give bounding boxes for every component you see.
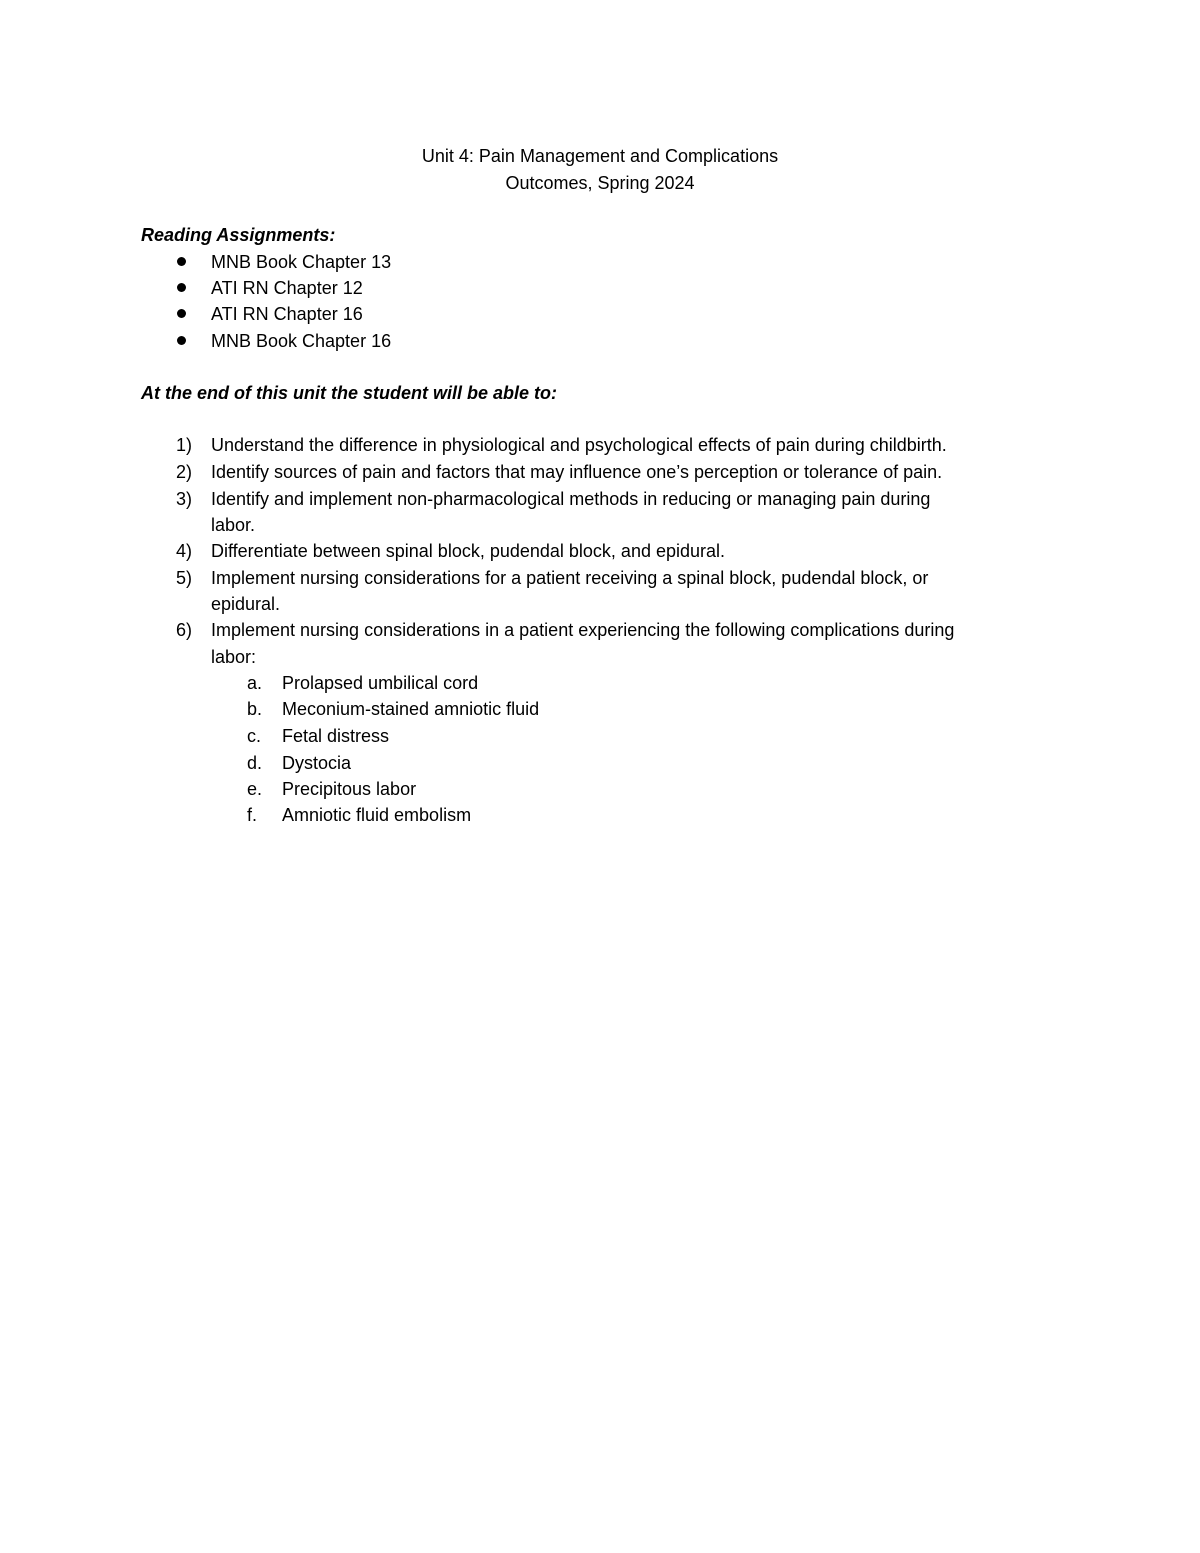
bullet-icon: [177, 283, 186, 292]
outcome-item: Identify and implement non-pharmacological methods in reducing or managing pain during: [211, 489, 931, 509]
sublist-item: Prolapsed umbilical cord: [282, 673, 479, 693]
list-marker: 3): [176, 489, 193, 509]
sublist-marker: d.: [247, 753, 263, 773]
document-subtitle: Outcomes, Spring 2024: [505, 173, 695, 193]
reading-item: ATI RN Chapter 12: [211, 278, 363, 298]
sublist-item: Meconium-stained amniotic fluid: [282, 699, 540, 719]
sublist-marker: f.: [247, 805, 258, 825]
sublist-item: Fetal distress: [282, 726, 390, 746]
bullet-icon: [177, 336, 186, 345]
outcome-item-continuation: labor.: [211, 515, 256, 535]
sublist-item: Precipitous labor: [282, 779, 417, 799]
sublist-marker: a.: [247, 673, 263, 693]
sublist-item: Dystocia: [282, 753, 352, 773]
outcome-item: Understand the difference in physiological and psychological effects of pain during childbirth.: [211, 435, 947, 455]
outcome-item: Implement nursing considerations in a patient experiencing the following complications during: [211, 620, 955, 640]
list-marker: 5): [176, 568, 193, 588]
sublist-marker: c.: [247, 726, 262, 746]
sublist-marker: e.: [247, 779, 263, 799]
outcome-item-continuation: epidural.: [211, 594, 281, 614]
sublist-item: Amniotic fluid embolism: [282, 805, 472, 825]
document-title: Unit 4: Pain Management and Complications: [421, 146, 779, 166]
list-marker: 4): [176, 541, 193, 561]
outcome-item-continuation: labor:: [211, 647, 257, 667]
outcome-item: Differentiate between spinal block, pudendal block, and epidural.: [211, 541, 726, 561]
sublist-marker: b.: [247, 699, 263, 719]
reading-item: MNB Book Chapter 13: [211, 252, 392, 272]
reading-heading: Reading Assignments:: [141, 225, 336, 245]
list-marker: 1): [176, 435, 193, 455]
reading-item: MNB Book Chapter 16: [211, 331, 392, 351]
list-marker: 6): [176, 620, 193, 640]
list-marker: 2): [176, 462, 193, 482]
bullet-icon: [177, 257, 186, 266]
outcome-item: Implement nursing considerations for a patient receiving a spinal block, pudendal block, or: [211, 568, 929, 588]
bullet-icon: [177, 309, 186, 318]
outcomes-heading: At the end of this unit the student will be able to:: [141, 383, 557, 403]
reading-item: ATI RN Chapter 16: [211, 304, 363, 324]
outcome-item: Identify sources of pain and factors that may influence one’s perception or tolerance of pain.: [211, 462, 943, 482]
